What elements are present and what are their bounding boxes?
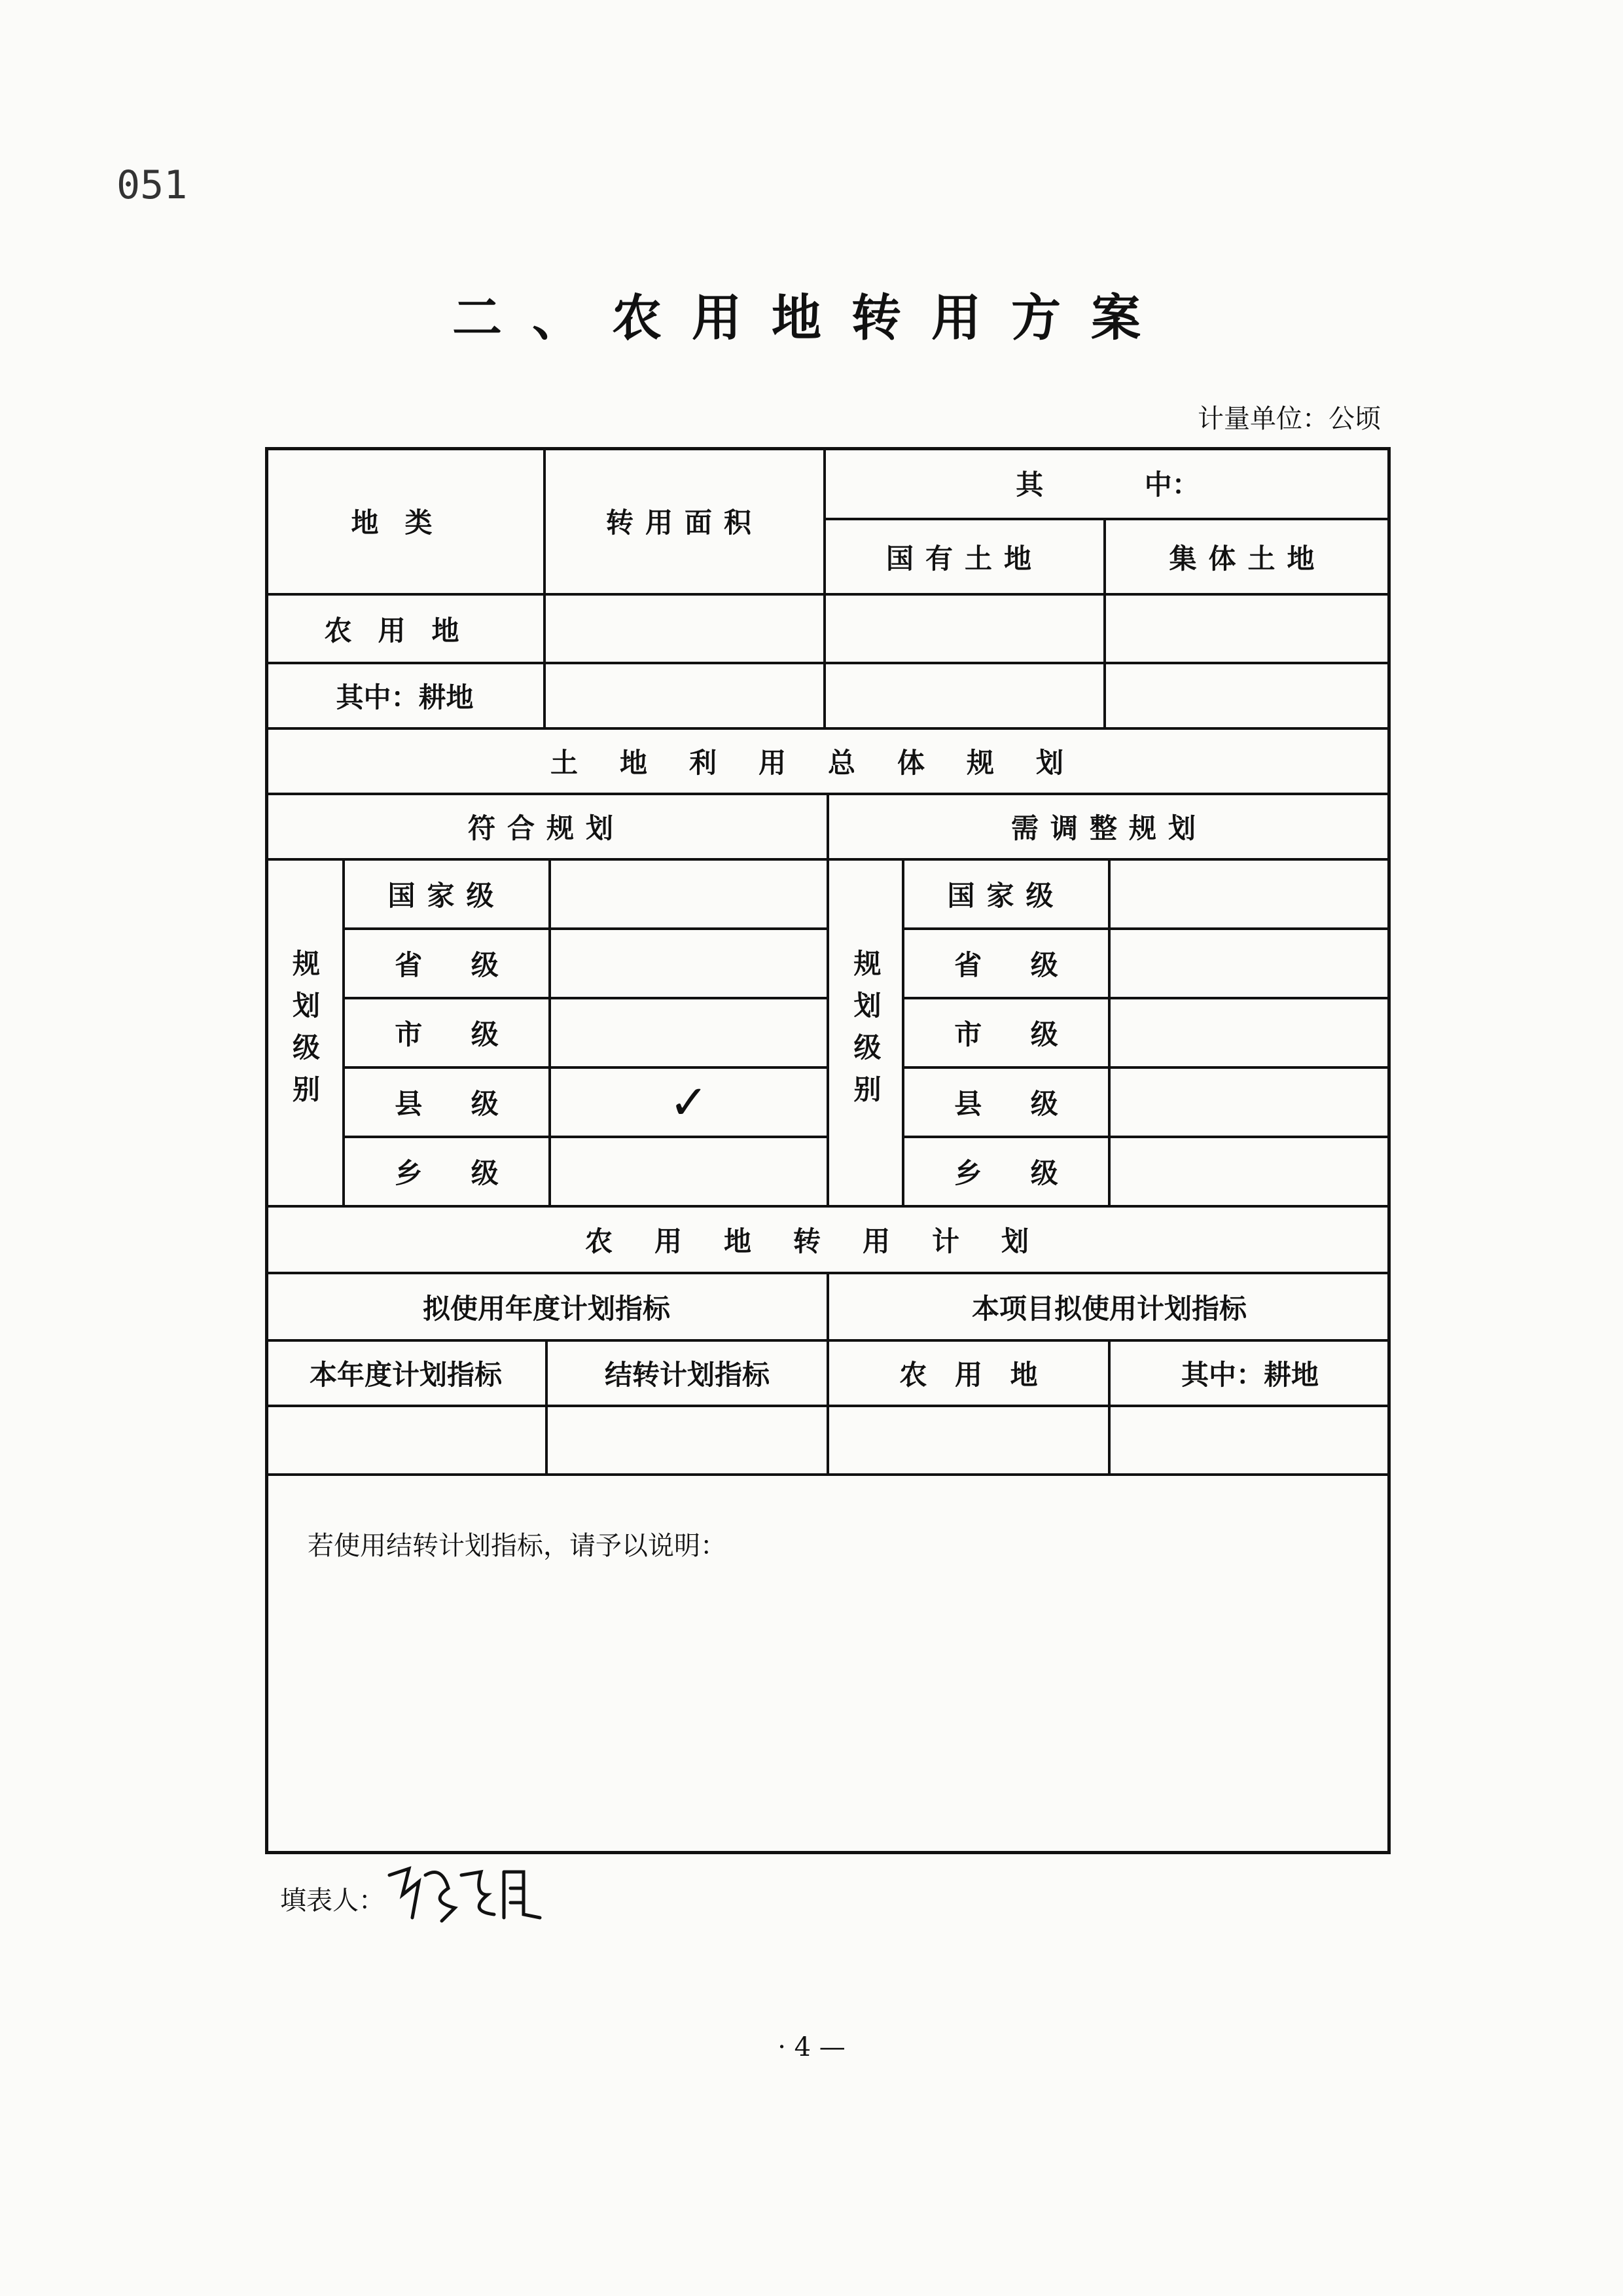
plan-needs-adjust-header: 需调整规划 <box>1010 812 1207 844</box>
level-township-right: 乡 级 <box>954 1157 1058 1189</box>
level-province-right: 省 级 <box>954 949 1058 981</box>
row-cultivated-label: 其中：耕地 <box>336 681 474 713</box>
plan-conforms-header: 符合规划 <box>467 812 625 844</box>
quota-cultivated: 其中：耕地 <box>1181 1359 1319 1391</box>
plan-level-label-left: 规划级别 <box>289 949 321 1117</box>
header-state-land: 国有土地 <box>885 542 1043 575</box>
level-city-left: 市 级 <box>395 1018 499 1050</box>
section-conversion-plan: 农用地转用计划 <box>584 1225 1071 1257</box>
row-farmland-label: 农用地 <box>324 614 486 647</box>
header-of-which: 其 中： <box>1016 469 1200 501</box>
plan-level-label-right: 规划级别 <box>849 949 882 1117</box>
quota-carry-over: 结转计划指标 <box>604 1359 770 1391</box>
quota-annual-header: 拟使用年度计划指标 <box>422 1292 670 1325</box>
level-township-left: 乡 级 <box>395 1157 499 1189</box>
quota-farmland: 农 用 地 <box>899 1359 1038 1391</box>
filler-label: 填表人： <box>280 1886 385 1916</box>
page-footer-number: · 4 — <box>777 2032 846 2062</box>
level-county-right: 县 级 <box>954 1088 1058 1120</box>
header-converted-area: 转用面积 <box>605 506 763 539</box>
quota-this-year: 本年度计划指标 <box>309 1359 502 1391</box>
level-national-right: 国家级 <box>947 880 1065 912</box>
archive-page-number: 051 <box>116 162 188 208</box>
level-province-left: 省 级 <box>395 949 499 981</box>
conversion-form-table <box>265 447 1391 1854</box>
level-county-left: 县 级 <box>395 1088 499 1120</box>
handwritten-signature <box>383 1856 553 1928</box>
quota-project-header: 本项目拟使用计划指标 <box>971 1292 1247 1325</box>
level-city-right: 市 级 <box>954 1018 1058 1050</box>
unit-label: 计量单位：公顷 <box>1198 404 1381 434</box>
header-collective-land: 集体土地 <box>1169 542 1327 575</box>
section-general-plan: 土地利用总体规划 <box>550 747 1105 779</box>
county-level-check-mark: ✓ <box>669 1075 709 1130</box>
header-land-type: 地类 <box>351 506 459 539</box>
carry-over-note-label: 若使用结转计划指标，请予以说明： <box>308 1531 726 1561</box>
level-national-left: 国家级 <box>387 880 506 912</box>
page-title: 二、农用地转用方案 <box>452 289 1171 347</box>
